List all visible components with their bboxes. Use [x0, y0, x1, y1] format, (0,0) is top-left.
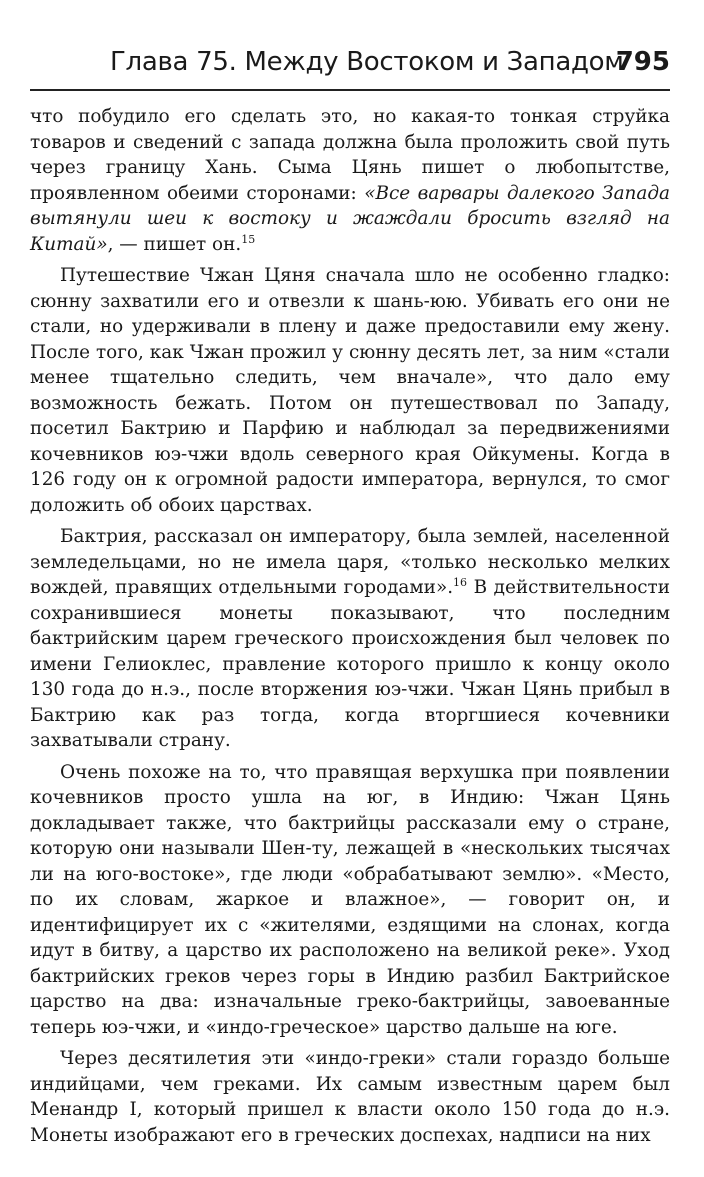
- page-number: 795: [615, 47, 670, 77]
- paragraph-3: [30, 524, 670, 754]
- paragraph-3-text: Бактрия, рассказал он императору, была землей, населенной земледельцами, но не имела царя, «только несколько мелких вождей, правящих отдельными городами».: [30, 526, 670, 598]
- paragraph-3-after-ref: В действительности сохранившиеся монеты показывают, что последним бактрийским царем греческого происхождения был человек по имени Гелиоклес, правление которого пришло к концу около 130 года до н.э., после вторжения юэ-чжи. Чжан Цянь прибыл в Бактрию как раз тогда, когда вторгшиеся кочевники захватывали страну.: [30, 577, 670, 751]
- paragraph-1-after-quote: , — пишет он.: [107, 233, 242, 255]
- paragraph-5: Через десятилетия эти «индо-греки» стали гораздо больше индийцами, чем греками. Их самым известным царем был Менандр I, который пришел к власти около 150 года до н.э. Монеты изображают его в греческих доспехах, надписи на них: [30, 1048, 670, 1146]
- paragraph-4: Очень похоже на то, что правящая верхушка при появлении кочевников просто ушла на юг, в Индию: Чжан Цянь докладывает также, что бактрийцы рассказали ему о стране, которую они называли Шен-ту, лежащей в «нескольких тысячах ли на юго-востоке», где люди «обрабатывают землю». «Место, по их словам, жаркое и влажное», — говорит он, и идентифицирует их с «жителями, ездящими на слонах, когда идут в битву, а царство их расположено на великой реке». Уход бактрийских греков через горы в Индию разбил Бактрийское царство на два: изначальные греко-бактрийцы, завоеванные теперь юэ-чжи, и «индо-греческое» царство дальше на юге.: [30, 761, 670, 1038]
- footnote-ref-16: 16: [453, 575, 468, 589]
- paragraph-1-quote: «Все варвары далекого Запада вытянули шеи к востоку и жаждали бросить взгляд на Китай»: [30, 182, 670, 255]
- paragraph-2: Путешествие Чжан Цяня сначала шло не особенно гладко: сюнну захватили его и отвезли к шань-юю. Убивать его они не стали, но удерживали в плену и даже предоставили ему жену. После того, как Чжан прожил у сюнну десять лет, за ним «стали менее тщательно следить, чем вначале», что дало ему возможность бежать. Потом он путешествовал по Западу, посетил Бактрию и Парфию и наблюдал за передвижениями кочевников юэ-чжи вдоль северного края Ойкумены. Когда в 126 году он к огромной радости императора, вернулся, то смог доложить об обоих царствах.: [30, 265, 670, 516]
- chapter-title: Глава 75. Между Востоком и Западом: [110, 47, 624, 77]
- running-head: [60, 44, 670, 84]
- paragraph-1-text: что побудило его сделать это, но какая-то тонкая струйка товаров и сведений с запада должна была проложить свой путь через границу Хань. Сыма Цянь пишет о любопытстве, проявленном обеими сторонами:: [30, 106, 670, 204]
- header-rule: [30, 89, 670, 91]
- body-text: [30, 104, 670, 1148]
- footnote-ref-15: 15: [241, 232, 256, 246]
- paragraph-1: [30, 104, 670, 257]
